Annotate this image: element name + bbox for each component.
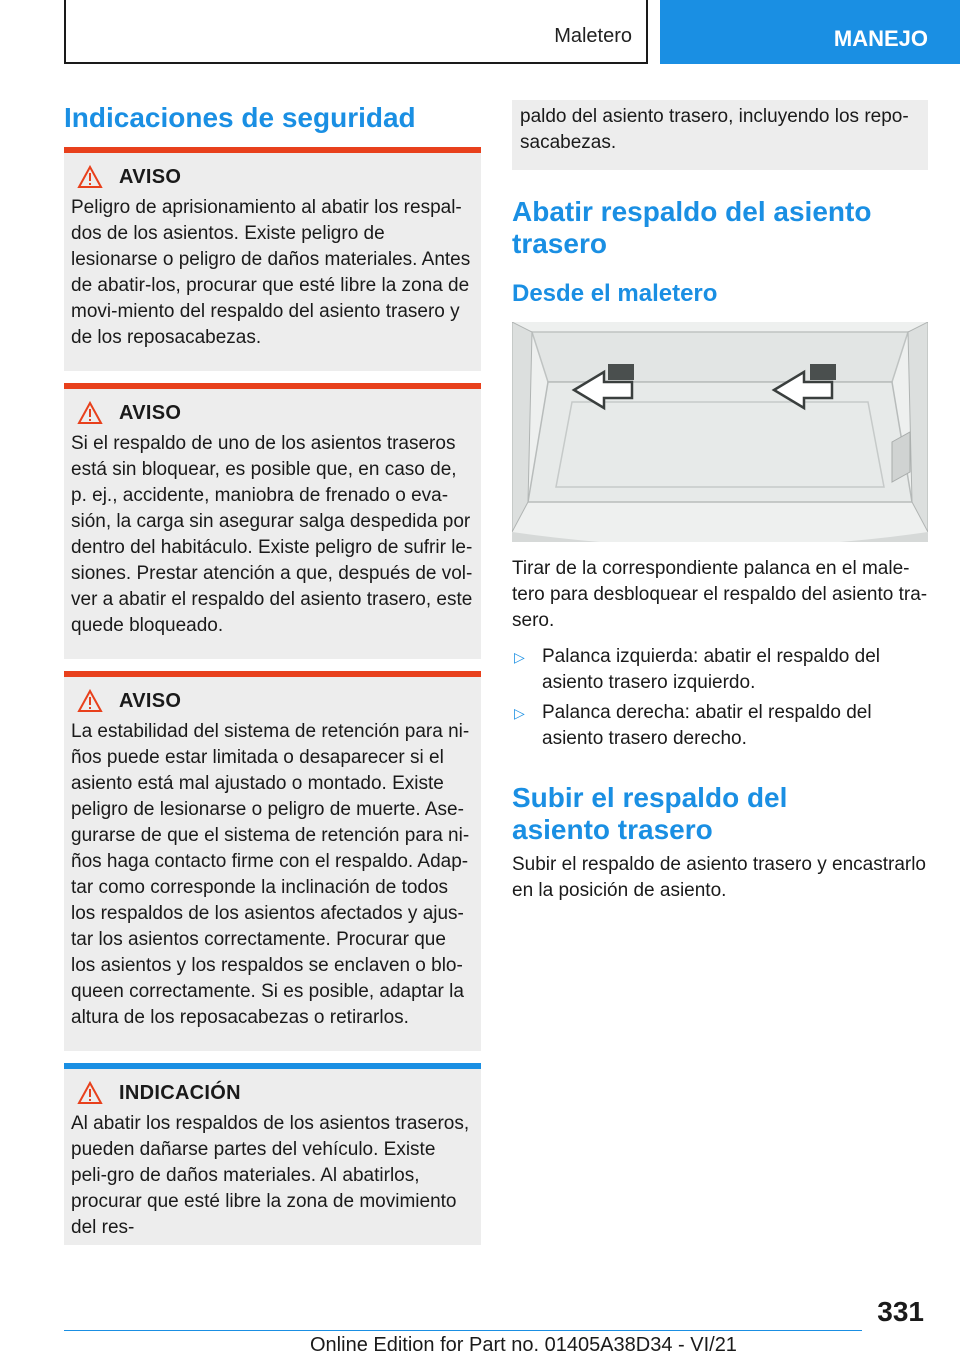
trunk-illustration [512, 322, 928, 542]
right-column [512, 100, 928, 904]
warning-triangle-icon [77, 689, 103, 713]
notice-text: Si el respaldo de uno de los asientos traseros está sin bloquear, es posible que, en caso de, p. ej., accidente, maniobra de frenado o eva-sión, la carga sin asegurar salga despedida por dentro del habitáculo. Existe peligro de sufrir le-siones. Prestar atención a que, después de vol-ver a abatir el respaldo del asiento trasero, este quede bloqueado. [71, 433, 473, 636]
notice-text: La estabilidad del sistema de retención para ni-ños puede estar limitada o desaparecer si el asiento está mal ajustado o montado. Existe peligro de lesionarse o peligro de muerte. Ase-gurarse de que el sistema de retención para ni-ños haga contacto firme con el respaldo. Adap-tar como corresponde la inclinación de todos los respaldos de los asientos afectados y ajus-tar los asientos correctamente. Procurar que los asientos y los respaldos se enclaven o blo-queen correctamente. Si es posible, adaptar la altura de los reposacabezas o retirarlos. [71, 721, 470, 1028]
notice-label: AVISO [119, 401, 182, 424]
lever-list [512, 644, 928, 752]
notice-text: Peligro de aprisionamiento al abatir los respal-dos de los asientos. Existe peligro de lesionarse o peligro de daños materiales. Antes de abatir-los, procurar que esté libre la zona de movi-miento del respaldo del asiento trasero y de los reposacabezas. [71, 197, 471, 348]
list-item-text: Palanca izquierda: abatir el respaldo del asiento trasero izquierdo. [542, 646, 880, 693]
footer-edition: Online Edition for Part no. 01405A38D34 - VI/21 [310, 1334, 737, 1356]
page-number: 331 [877, 1296, 924, 1327]
notice-indication [64, 1063, 481, 1245]
from-trunk-subheading: Desde el maletero [512, 280, 718, 307]
notice-continuation: paldo del asiento trasero, incluyendo los repo-sacabezas. [512, 100, 928, 170]
raise-seat-instructions: Subir el respaldo de asiento trasero y encastrarlo en la posición de asiento. [512, 854, 927, 901]
list-item-text: Palanca derecha: abatir el respaldo del asiento trasero derecho. [542, 702, 872, 749]
warning-triangle-icon [77, 1081, 103, 1105]
triangle-bullet-icon: ▷ [514, 649, 525, 665]
raise-seat-heading: Subir el respaldo del asiento trasero [512, 782, 788, 845]
notice-label: AVISO [119, 689, 182, 712]
notice-text: Al abatir los respaldos de los asientos traseros, pueden dañarse partes del vehículo. Existe peli-gro de daños materiales. Al abatirlos, procurar que esté libre la zona de movimiento del res- [71, 1113, 470, 1238]
header-chapter-tab[interactable] [660, 0, 960, 64]
warning-triangle-icon [77, 401, 103, 425]
notice-label: INDICACIÓN [119, 1081, 241, 1104]
triangle-bullet-icon: ▷ [514, 705, 525, 721]
fold-seat-heading: Abatir respaldo del asiento trasero [512, 196, 872, 259]
warning-triangle-icon [77, 165, 103, 189]
header-section-box [64, 0, 648, 64]
notice-label: AVISO [119, 165, 182, 188]
trunk-drawing [512, 322, 928, 542]
left-column [64, 100, 481, 1245]
header-chapter-label: MANEJO [833, 26, 928, 51]
notice-warning-1 [64, 147, 481, 371]
notice-warning-3 [64, 671, 481, 1051]
safety-heading: Indicaciones de seguridad [64, 102, 416, 133]
notice-warning-2 [64, 383, 481, 659]
fold-seat-instructions: Tirar de la correspondiente palanca en el male-tero para desbloquear el respaldo del asiento tra-sero. [512, 558, 928, 631]
list-item [512, 700, 928, 752]
header-section-title: Maletero [554, 25, 632, 47]
list-item [512, 644, 928, 696]
